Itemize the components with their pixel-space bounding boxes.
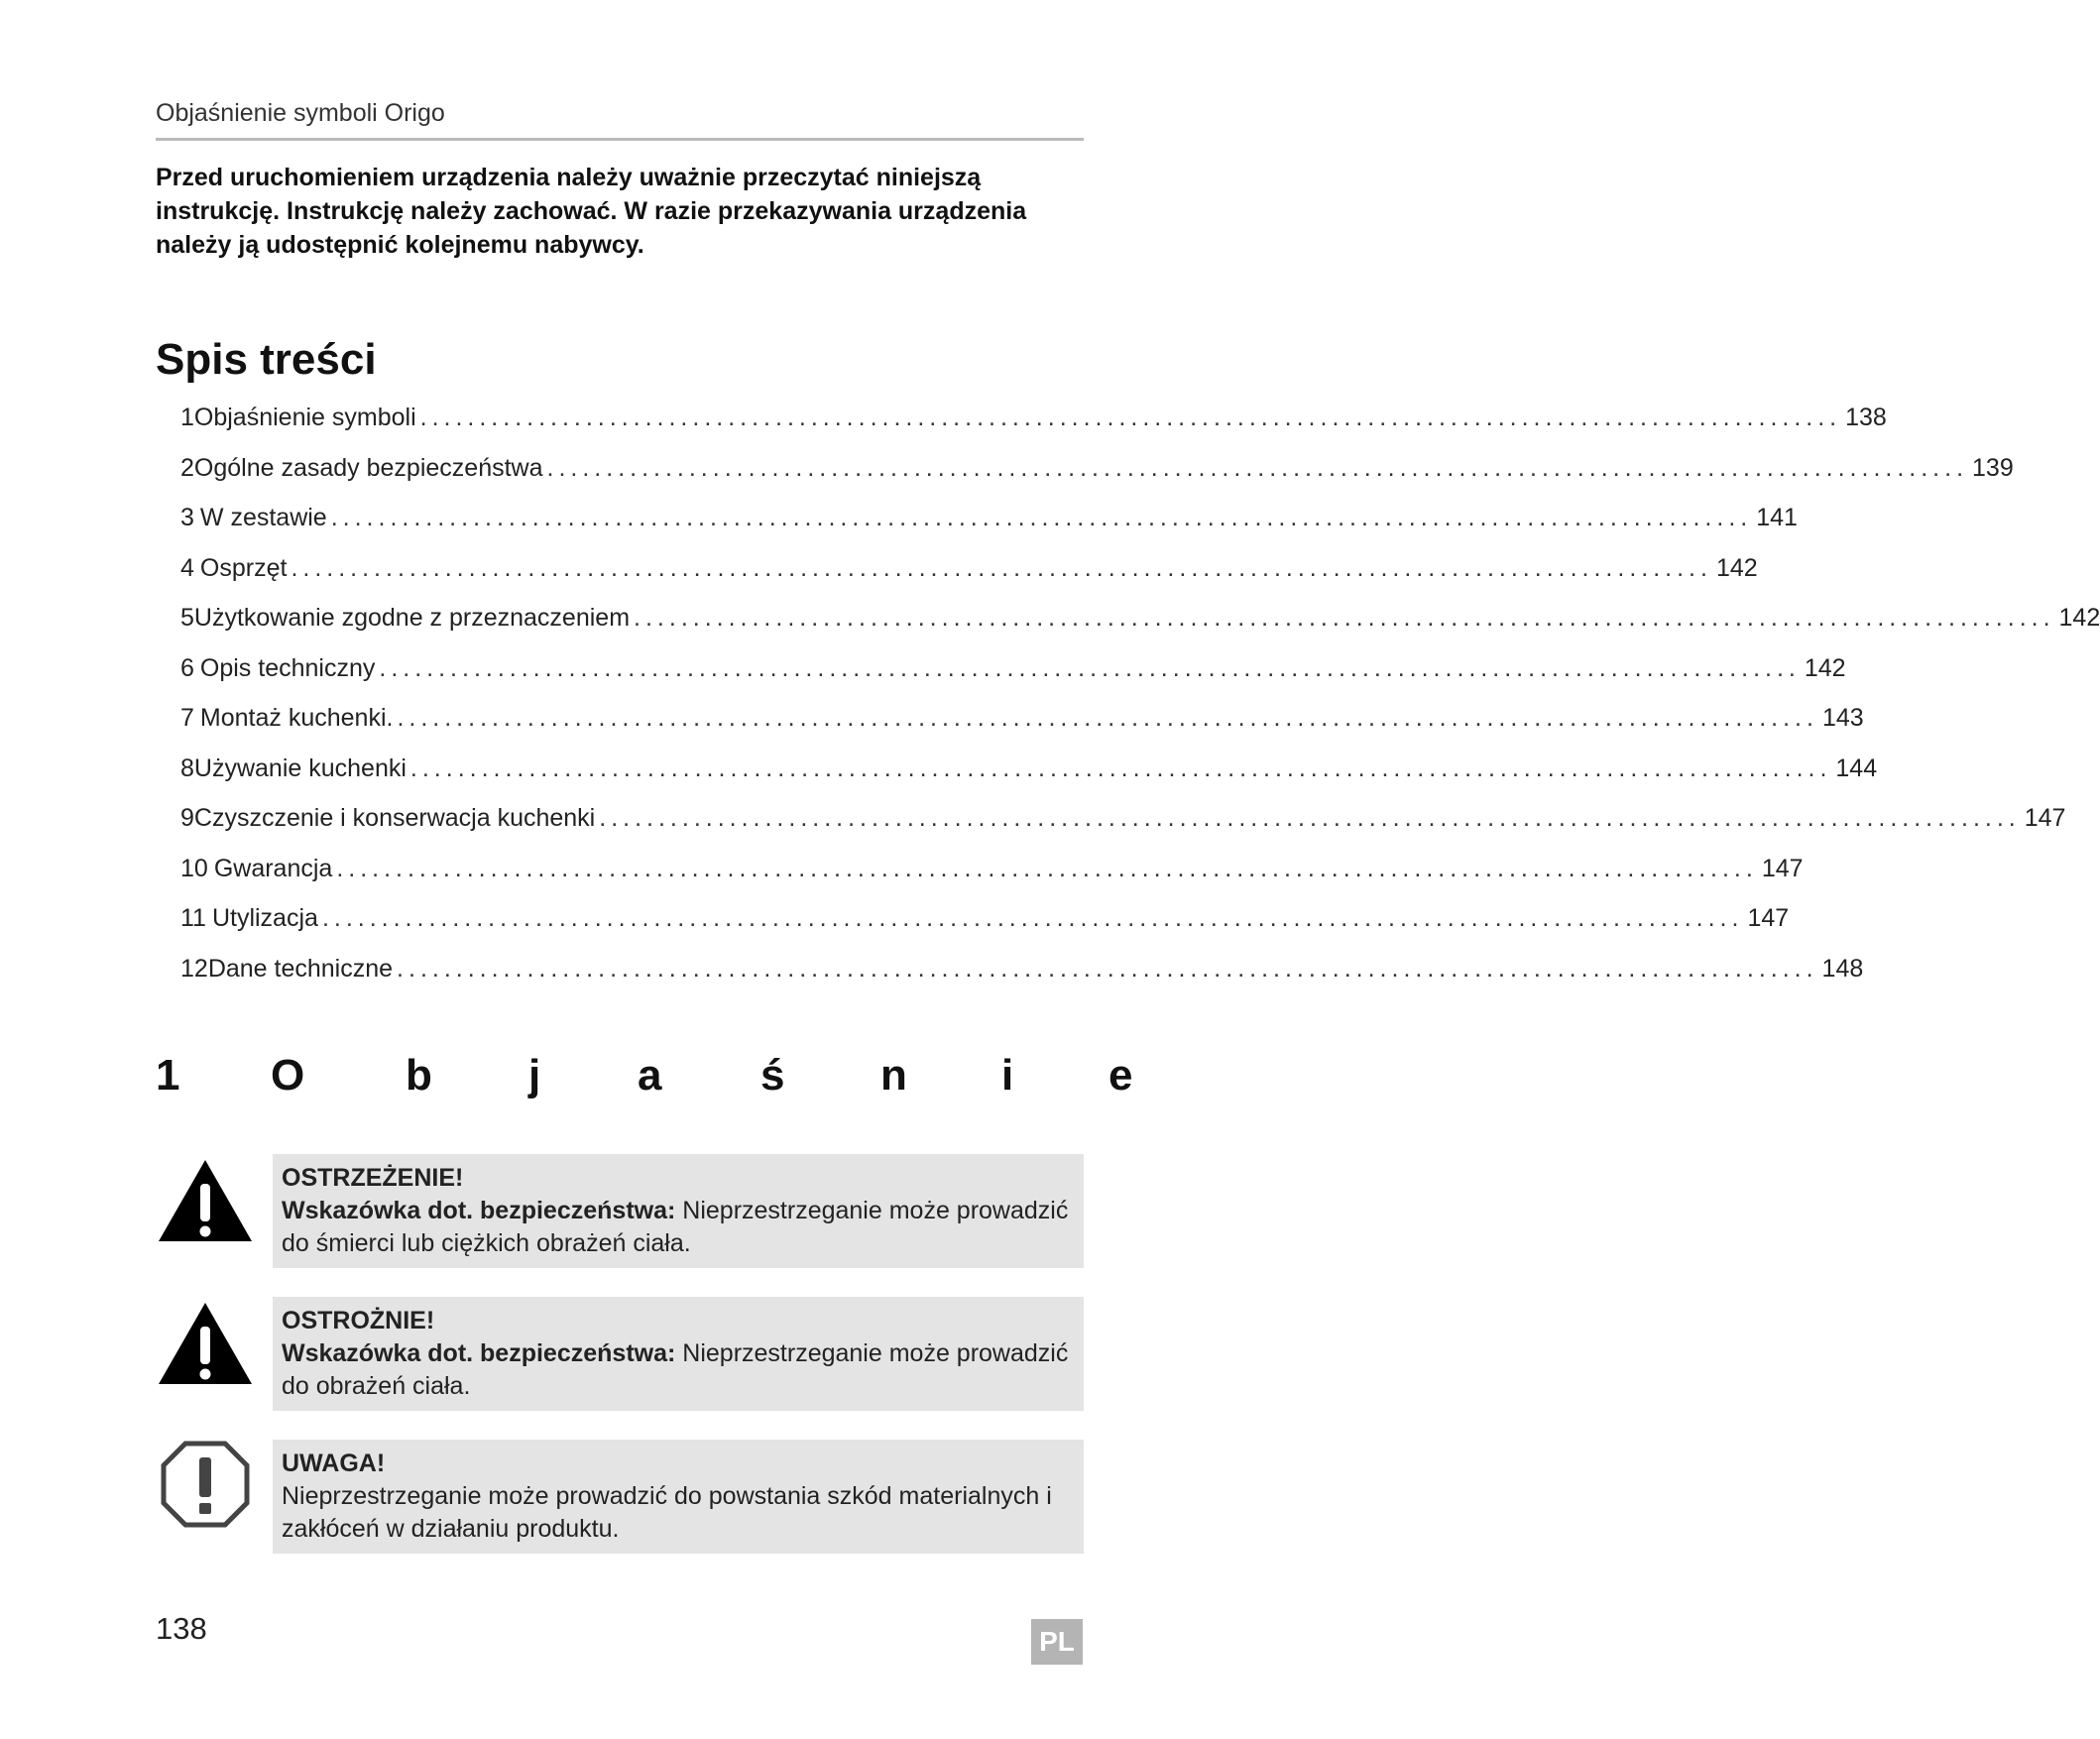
toc-item-number: 2 [180,453,194,482]
warning-triangle-icon [156,1156,255,1245]
toc-item-label: Utylizacja [211,904,318,932]
toc-item-label: Objaśnienie symboli [193,404,416,431]
toc-dot-leader: ........................................................................................................................ [397,704,1818,732]
heading-char: e [1108,1051,1133,1100]
notice-box [273,1154,1084,1268]
toc-item-label: Osprzęt [199,553,288,582]
toc-dot-leader: ........................................................................................................................ [321,904,1744,932]
heading-char: 1 [156,1051,180,1100]
toc-item-number: 1 [180,404,194,431]
toc-item[interactable] [166,453,2014,505]
toc-item-number: 3 [180,504,194,531]
toc-item-label: W zestawie [199,504,327,531]
toc-item[interactable] [166,854,1804,905]
toc-dot-leader: ........................................................................................................................ [546,453,1969,482]
notice-text: Nieprzestrzeganie może prowadzić do obrażeń ciała. [282,1339,1069,1400]
toc-item-number: 7 [180,704,194,732]
toc-item-number: 12 [180,954,208,983]
notice-lead: Wskazówka dot. bezpieczeństwa: [282,1197,676,1224]
toc-dot-leader: ........................................................................................................................ [291,553,1712,582]
toc-item-number: 4 [180,553,194,582]
page-number: 138 [156,1611,207,1646]
toc-item-number: 10 [180,854,208,882]
toc-item-label: Dane techniczne [207,954,394,983]
heading-char: i [1001,1051,1014,1100]
toc-item[interactable] [166,653,1846,705]
toc-item[interactable] [166,954,1864,1005]
toc-item-label: Czyszczenie i konserwacja kuchenki [193,804,596,832]
toc-item-page: 141 [1756,504,1798,531]
heading-char: b [406,1051,432,1100]
notice-box [273,1297,1084,1411]
notice-box [273,1440,1084,1554]
toc-item[interactable] [166,504,1798,554]
heading-char: ś [760,1051,785,1100]
toc-item-label: Używanie kuchenki [193,754,407,782]
toc-item-page: 143 [1821,704,1864,732]
toc-item-label: Ogólne zasady bezpieczeństwa [193,453,543,482]
toc-item-number: 5 [180,604,194,632]
notice-octagon-icon [156,1440,255,1529]
toc-item-label: Użytkowanie zgodne z przeznaczeniem [193,604,631,632]
heading-char: a [638,1051,662,1100]
toc-dot-leader: ........................................................................................................................ [330,504,1753,531]
toc-item-label: Opis techniczny [199,653,376,682]
notice-lead: Wskazówka dot. bezpieczeństwa: [282,1339,676,1367]
toc-item-number: 8 [180,754,194,782]
running-header: Objaśnienie symboli Origo [156,99,1084,141]
language-badge: PL [1031,1619,1083,1665]
toc-item-page: 144 [1835,754,1878,782]
toc-item-number: 9 [180,804,194,832]
toc-item-page: 147 [1747,904,1790,932]
toc-dot-leader: ........................................................................................................................ [336,854,1758,882]
intro-warning-text: Przed uruchomieniem urządzenia należy uważnie przeczytać niniejszą instrukcję. Instrukcję należy zachować. W razie przekazywania urządzenia należy ją udostępnić kolejnemu nabywcy. [156,164,1027,259]
toc-item-label: Gwarancja [213,854,333,882]
heading-char: n [880,1051,907,1100]
toc-item[interactable] [166,904,1790,955]
toc-item[interactable] [166,704,1864,754]
notice-text: Nieprzestrzeganie może prowadzić do powstania szkód materialnych i zakłóceń w działaniu produktu. [282,1482,1052,1543]
toc-item-page: 142 [2058,604,2100,632]
toc-dot-leader: ........................................................................................................................ [419,404,1842,431]
toc-item[interactable] [166,754,1878,805]
table-of-contents [166,404,2100,1004]
notice-title: OSTRZEŻENIE! [282,1164,464,1192]
toc-item-number: 6 [180,653,194,682]
toc-item[interactable] [166,404,1887,454]
toc-item-page: 142 [1804,653,1846,682]
toc-item[interactable] [166,553,1758,605]
toc-item-page: 142 [1715,553,1758,582]
notice-title: UWAGA! [282,1449,386,1477]
toc-title: Spis treści [156,335,377,384]
toc-item-page: 139 [1972,453,2014,482]
toc-item-page: 138 [1845,404,1887,431]
toc-dot-leader: ........................................................................................................................ [379,653,1801,682]
toc-item-number: 11 [180,904,206,932]
caution-triangle-icon [156,1299,255,1388]
notice-title: OSTROŻNIE! [282,1307,435,1334]
toc-dot-leader: ........................................................................................................................ [409,754,1832,782]
toc-dot-leader: ........................................................................................................................ [397,954,1818,983]
heading-char: O [271,1051,305,1100]
notice-text: Nieprzestrzeganie może prowadzić do śmierci lub ciężkich obrażeń ciała. [282,1197,1069,1257]
section-1-heading [156,1051,1226,1110]
toc-dot-leader: ........................................................................................................................ [634,604,2055,632]
toc-item-label: Montaż kuchenki. [199,704,394,732]
heading-char: j [528,1051,541,1100]
toc-item-page: 147 [2024,804,2066,832]
toc-item[interactable] [166,804,2066,855]
toc-item[interactable] [166,604,2100,654]
toc-dot-leader: ........................................................................................................................ [599,804,2021,832]
toc-item-page: 147 [1761,854,1804,882]
toc-item-page: 148 [1821,954,1864,983]
